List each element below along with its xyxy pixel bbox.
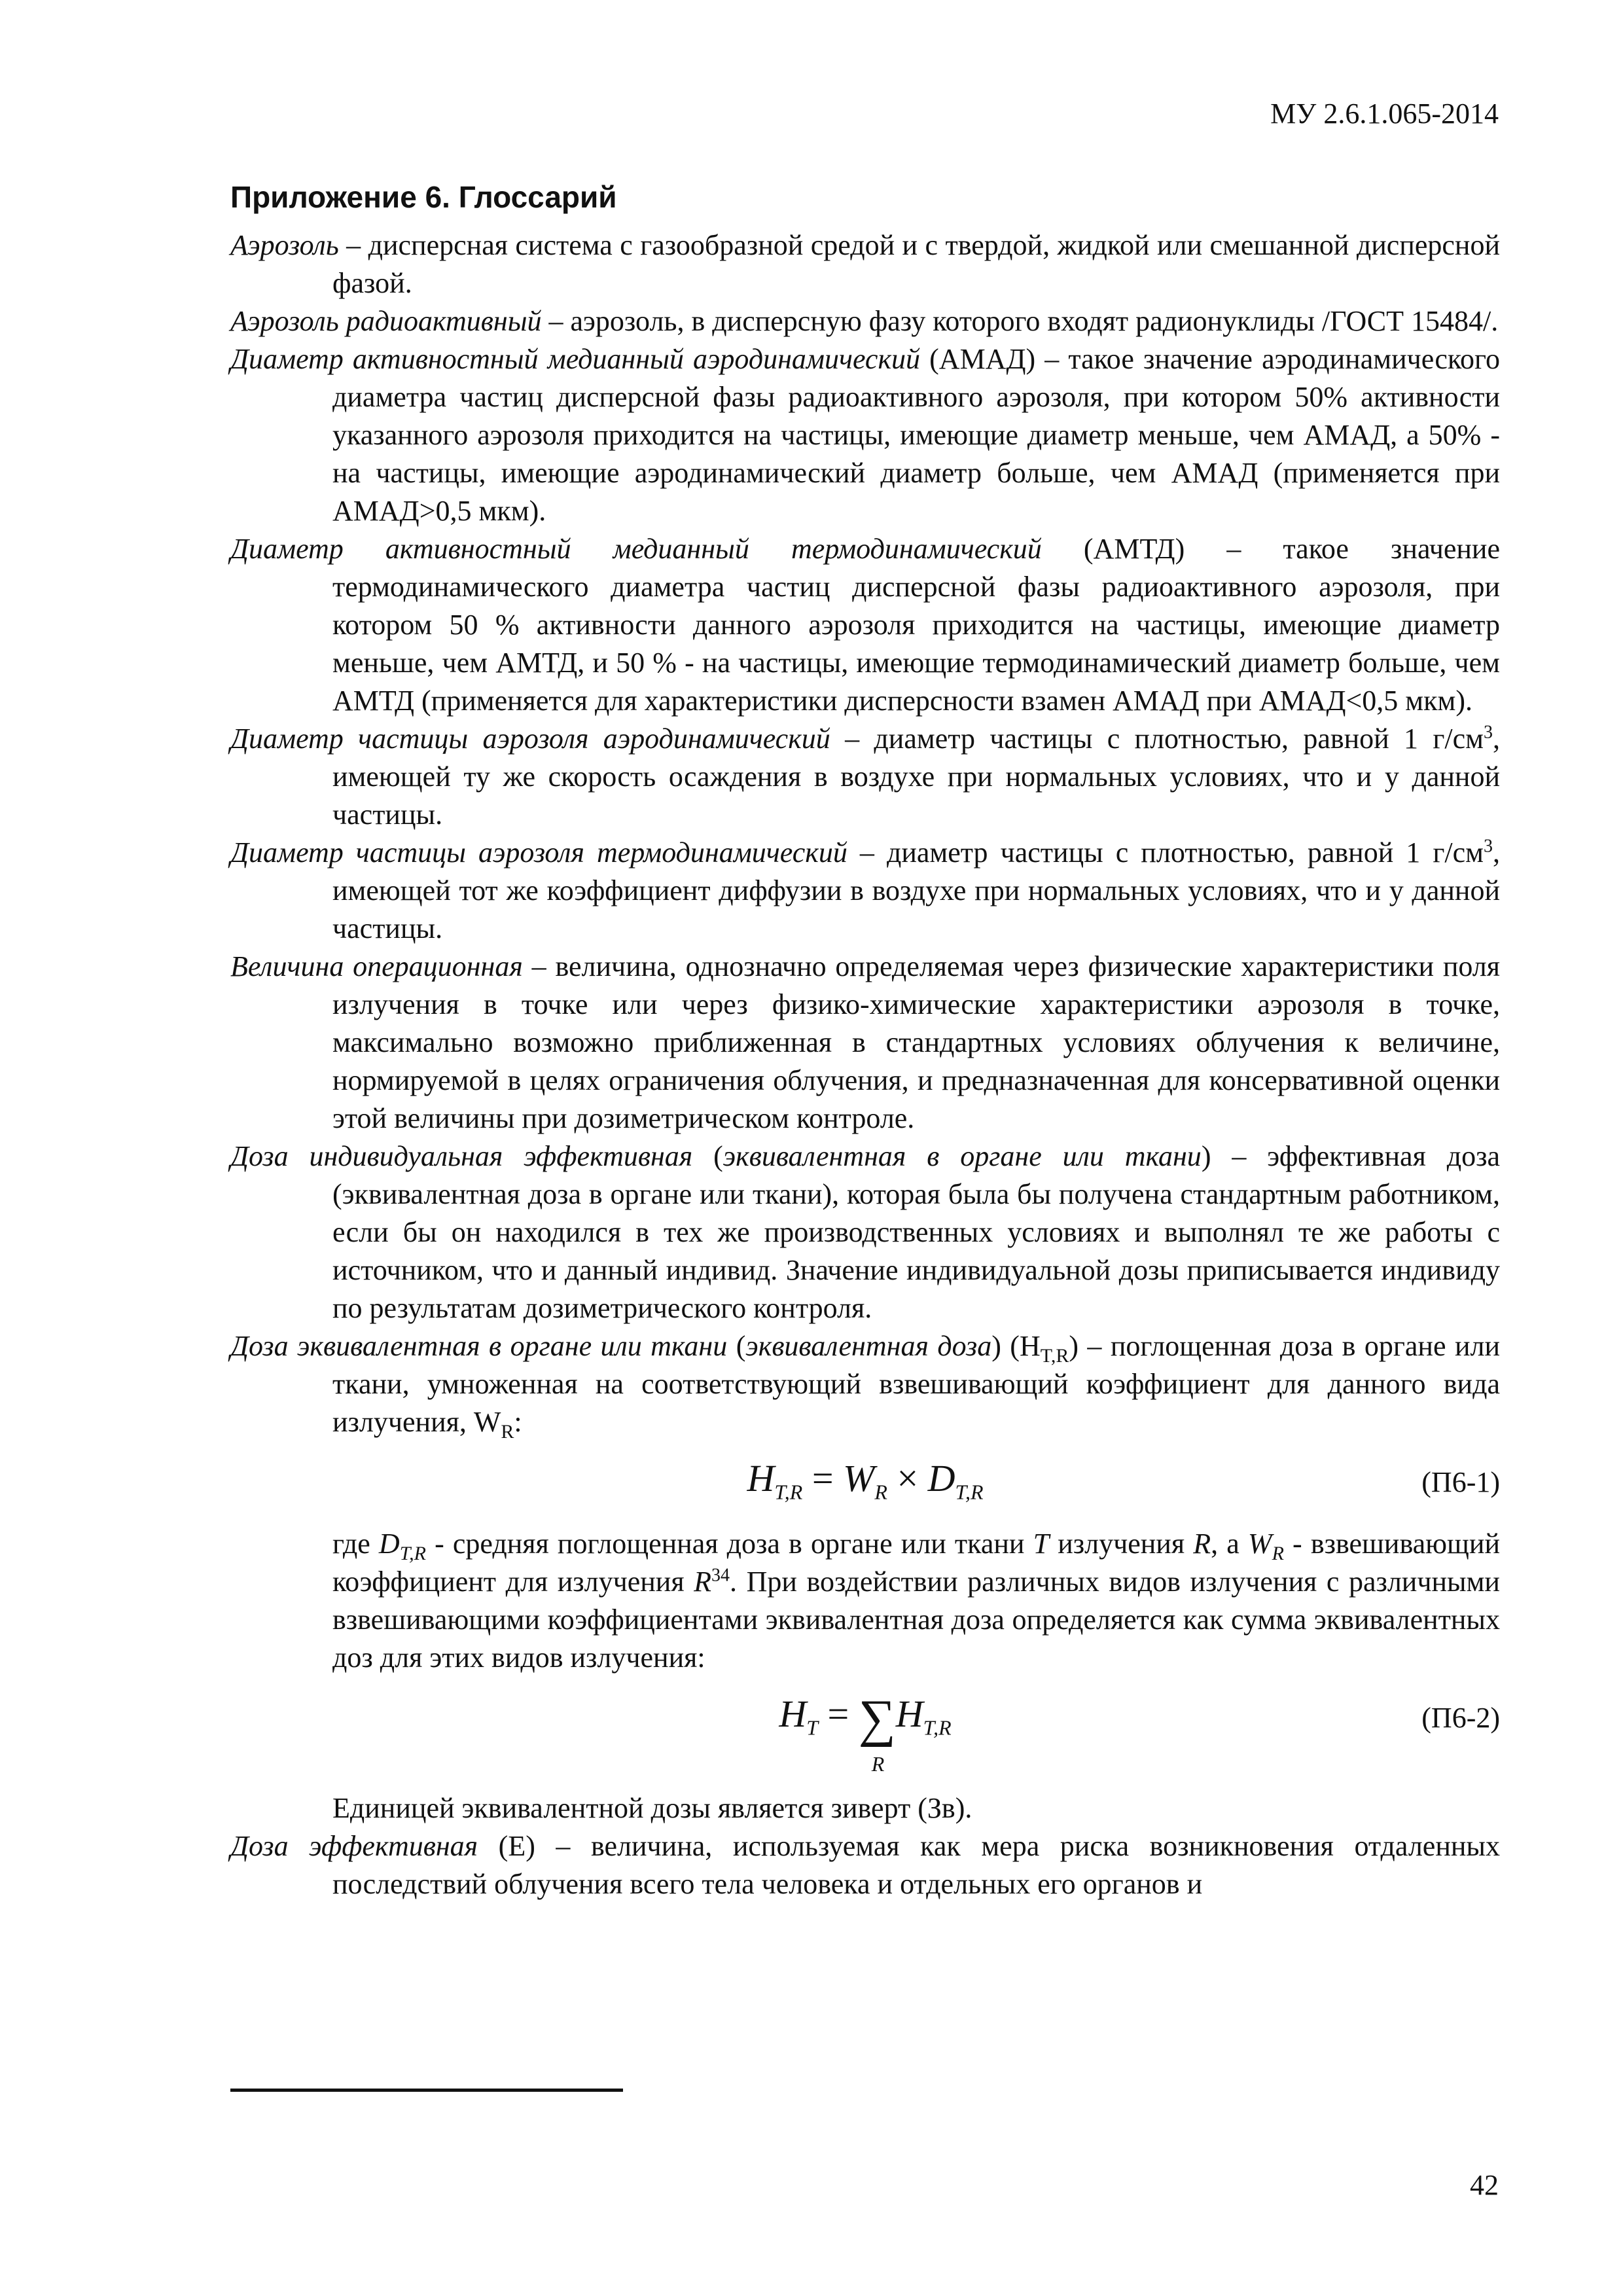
definition: – диаметр частицы с плотностью, равной 1 г/см (847, 836, 1484, 869)
glossary-entry-operational-quantity (230, 948, 1500, 1138)
glossary-entry-effective-dose (230, 1827, 1500, 1903)
page-title: Приложение 6. Глоссарий (230, 180, 617, 214)
subscript: R (501, 1420, 514, 1443)
operator: = (802, 1457, 844, 1499)
glossary-entry-equivalent-dose (230, 1327, 1500, 1441)
term: Величина операционная (230, 950, 523, 982)
text: излучения (1049, 1528, 1194, 1560)
definition: (АМТД) – такое значение термодинамического диаметра частиц дисперсной фазы радиоактивного аэрозоля, при котором 50 % активности данного аэрозоля приходится на частицы, имеющие диаметр меньше, чем АМТД, и 50 % - на частицы, имеющие термодинамический диаметр больше, чем АМТД (применяется для характеристики дисперсности взамен АМАД при АМАД<0,5 мкм). (332, 533, 1500, 717)
glossary-entry-aerosol (230, 226, 1500, 302)
formula-number: (П6-2) (1421, 1702, 1500, 1734)
text: , а (1211, 1528, 1248, 1560)
operator: × (887, 1457, 928, 1499)
glossary-entry-radioactive-aerosol (230, 302, 1500, 340)
text: - взвешивающий коэффициент для излучения (332, 1528, 1501, 1598)
symbol: W (1247, 1528, 1272, 1560)
definition-cont: , имеющей ту же скорость осаждения в воздухе при нормальных условиях, что и у данной частицы. (332, 723, 1500, 831)
symbol: T (1033, 1528, 1050, 1560)
definition: – аэрозоль, в дисперсную фазу которого входят радионуклиды /ГОСТ 15484/. (541, 305, 1499, 337)
glossary-entry-amad (230, 340, 1500, 530)
text: - средняя поглощенная доза в органе или ткани (425, 1528, 1033, 1560)
subscript: T,R (399, 1542, 426, 1564)
superscript: 3 (1483, 722, 1493, 743)
term: Доза эффективная (230, 1830, 478, 1862)
superscript: 3 (1484, 836, 1493, 857)
term-alt: эквивалентная доза (745, 1330, 992, 1362)
unit-statement: Единицей эквивалентной дозы является зиверт (Зв). (332, 1792, 972, 1824)
symbol: H (895, 1693, 923, 1735)
formula-number: (П6-1) (1421, 1466, 1500, 1498)
definition: – диаметр частицы с плотностью, равной 1 г/см (830, 723, 1484, 755)
symbol: R (1193, 1528, 1211, 1560)
term: Аэрозоль (230, 229, 339, 261)
term-alt: эквивалентная в органе или ткани (722, 1140, 1202, 1172)
definition-cont: , имеющей тот же коэффициент диффузии в воздухе при нормальных условиях, что и у данной частицы. (332, 836, 1501, 944)
definition: ) (H (991, 1330, 1041, 1362)
formula-expression (230, 1690, 1500, 1776)
subscript: R (874, 1480, 887, 1504)
term: Доза индивидуальная эффективная (230, 1140, 693, 1172)
paren: ( (692, 1140, 723, 1172)
definition: (E) – величина, используемая как мера риска возникновения отдаленных последствий облучения всего тела человека и отдельных его органов и (332, 1830, 1500, 1900)
definition: – дисперсная система с газообразной средой и с твердой, жидкой или смешанной дисперсной фазой. (332, 229, 1500, 299)
term: Диаметр частицы аэрозоля аэродинамический (230, 723, 830, 755)
formula-p6-1 (230, 1441, 1500, 1525)
subscript: R (1272, 1542, 1284, 1564)
glossary-entry-aerodynamic-diameter (230, 720, 1500, 834)
term: Диаметр активностный медианный аэродинамический (230, 343, 921, 375)
operator: = (818, 1693, 859, 1735)
page-body (230, 178, 1500, 1903)
symbol: D (927, 1457, 955, 1499)
glossary-entry-amtd (230, 530, 1500, 720)
sum-index: R (871, 1752, 885, 1776)
subscript: T,R (955, 1480, 984, 1504)
definition: – величина, однозначно определяемая через физические характеристики поля излучения в точке или через физико-химические характеристики аэрозоля в точке, максимально возможно приближенная в стандартных условиях облучения к величине, нормируемой в целях ограничения облучения, и предназначенная для консервативной оценки этой величины при дозиметрическом контроле. (332, 950, 1500, 1134)
definition: (АМАД) – такое значение аэродинамического диаметра частиц дисперсной фазы радиоактивного аэрозоля, при котором 50% активности указанного аэрозоля приходится на частицы, имеющие диаметр меньше, чем АМАД, а 50% - на частицы, имеющие аэродинамический диаметр больше, чем АМАД (применяется при АМАД>0,5 мкм). (332, 343, 1500, 527)
sigma-glyph: ∑ (858, 1690, 896, 1748)
footnote-separator (230, 2089, 623, 2092)
subscript: T,R (923, 1715, 952, 1740)
formula-expression (230, 1457, 1500, 1511)
formula-p6-2 (230, 1677, 1500, 1776)
paren: ( (727, 1330, 746, 1362)
term: Диаметр частицы аэрозоля термодинамический (230, 836, 847, 869)
term: Доза эквивалентная в органе или ткани (230, 1330, 728, 1362)
symbol: D (378, 1528, 400, 1560)
document-code: МУ 2.6.1.065-2014 (1270, 98, 1499, 130)
term: Аэрозоль радиоактивный (230, 305, 542, 337)
term: Диаметр активностный медианный термодинамический (230, 533, 1042, 565)
symbol: H (747, 1457, 775, 1499)
definition-end: : (514, 1406, 522, 1438)
glossary-entry-thermodynamic-diameter (230, 834, 1500, 948)
text: где (332, 1528, 379, 1560)
symbol: R (694, 1566, 712, 1598)
symbol: H (779, 1693, 807, 1735)
where-clause (230, 1525, 1500, 1677)
subscript: T (806, 1715, 819, 1740)
subscript: T,R (1040, 1344, 1069, 1367)
definition: ) – эффективная доза (эквивалентная доза в органе или ткани), которая была бы получена стандартным работником, если бы он находился в тех же производственных условиях и выполнял те же работы с источником, что и данный индивид. Значение индивидуальной дозы приписывается индивиду по результатам дозиметрического контроля. (332, 1140, 1501, 1324)
symbol: W (843, 1457, 875, 1499)
footnote-reference[interactable]: 34 (711, 1565, 730, 1586)
subscript: T,R (774, 1480, 803, 1504)
definition-cont: ) – поглощенная доза в органе или ткани, умноженная на соответствующий взвешивающий коэффициент для данного вида излучения, W (332, 1330, 1500, 1438)
text: . При воздействии различных видов излучения с различными взвешивающими коэффициентами эквивалентная доза определяется как сумма эквивалентных доз для этих видов излучения: (332, 1566, 1500, 1674)
page-number: 42 (1470, 2169, 1499, 2201)
sum-symbol (858, 1690, 896, 1776)
glossary-entry-individual-dose (230, 1138, 1500, 1327)
